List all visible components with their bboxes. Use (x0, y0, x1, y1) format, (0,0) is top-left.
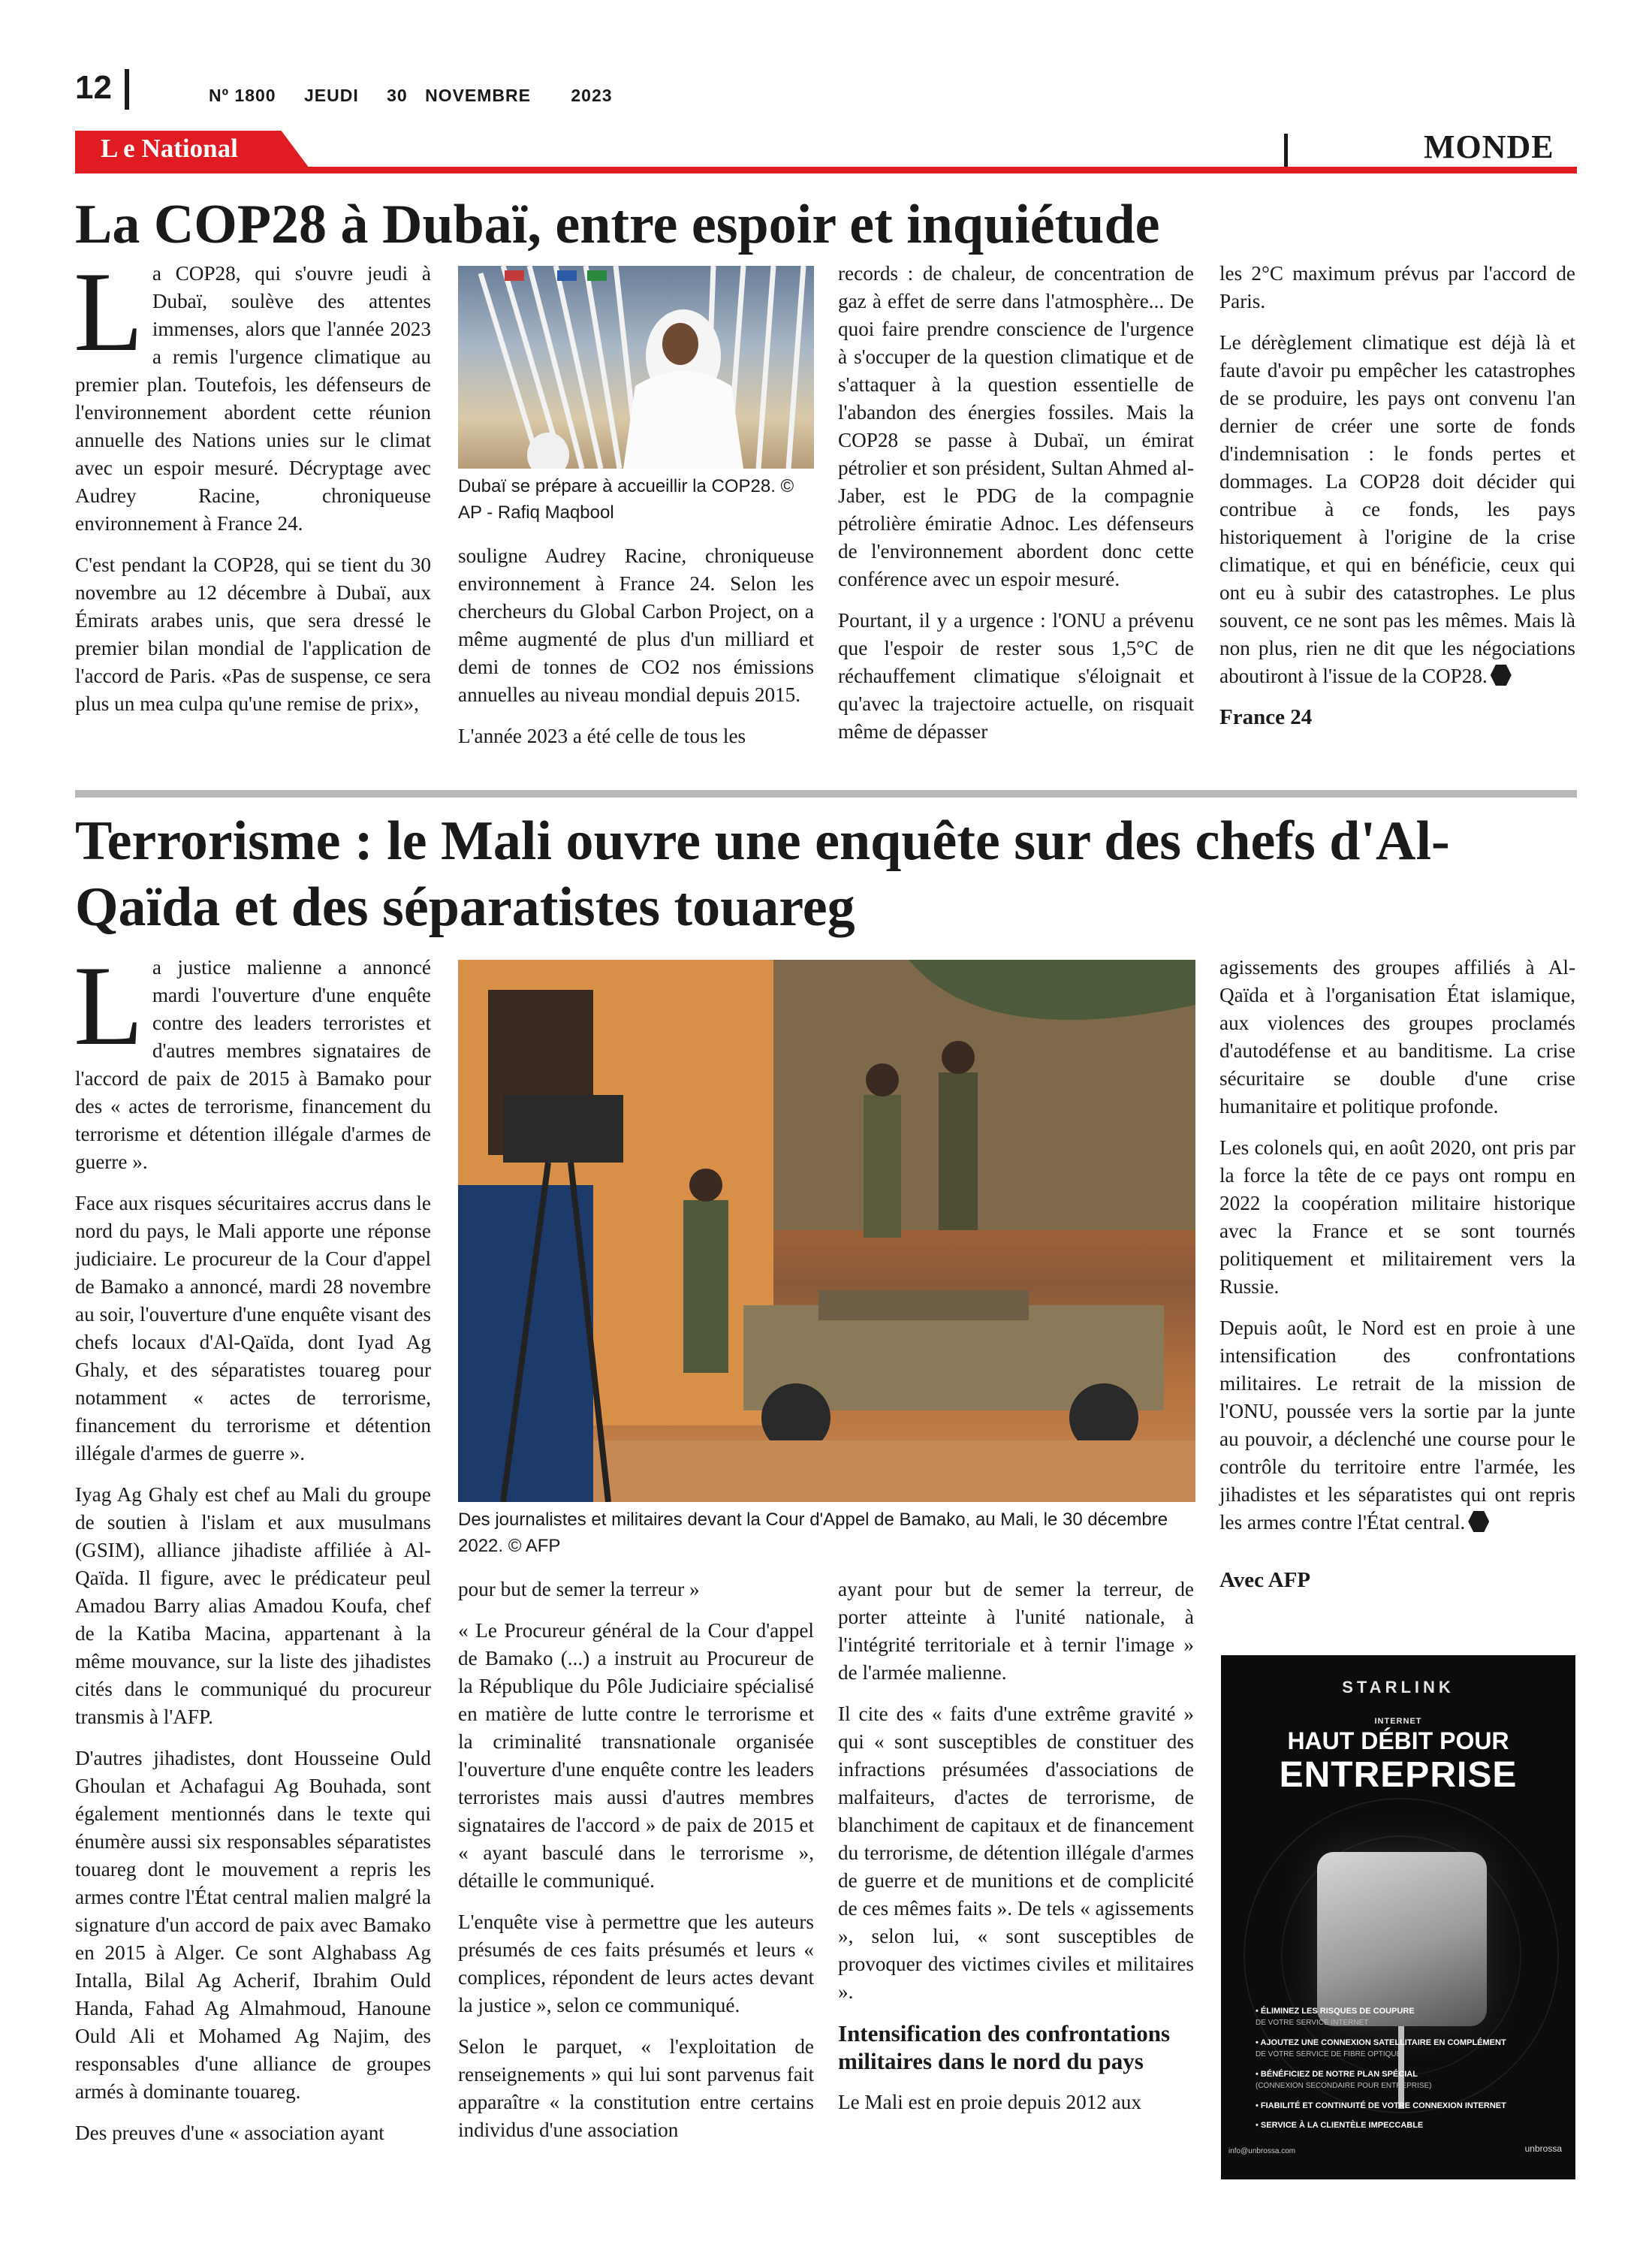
bamako-photo-illustration (458, 960, 1195, 1502)
article1-column-1 (74, 249, 431, 731)
ad-brand: STARLINK (1342, 1678, 1455, 1697)
dropcap: L (74, 249, 143, 375)
article1-paragraph: Le dérèglement climatique est déjà là et faute d'avoir pu empêcher les catastrophes de se produire, les pays ont convenu l'an dernier de créer une sorte de fonds d'indemnisation : le fonds pertes et dommages. La COP28 doit décider qui contribue à ce fonds, les pays historiquement à l'origine de la crise climatique, et qui en bénéficie, ceux qui ont eu à subir des catastrophes. Le plus souvent, ce ne sont pas les mêmes. Mais là non plus, rien ne dit que les négociations aboutiront à l'issue de la COP28. (1219, 331, 1575, 687)
article1-column-4 (1219, 260, 1575, 745)
ad-feature: • BÉNÉFICIEZ DE NOTRE PLAN SPÉCIAL (CONNEXION SECONDAIRE POUR ENTREPRISE) (1256, 2070, 1432, 2090)
ad-feature: • ÉLIMINEZ LES RISQUES DE COUPURE DE VOTRE SERVICE INTERNET (1256, 2007, 1415, 2027)
article2-paragraph: Depuis août, le Nord est en proie à une intensification des confrontations militaires. Le retrait de la mission de l'ONU, poussée vers la sortie par la junte au pouvoir, a déclenché une course pour le contrôle du territoire entre l'armée, les jihadistes et les séparatistes qui ont repris les armes contre l'État central. (1219, 1317, 1575, 1534)
section-separator (1284, 134, 1288, 167)
article1-paragraph: Pourtant, il y a urgence : l'ONU a prévenu que l'espoir de rester sous 1,5°C de réchauffement climatique s'éloignait et qu'avec la trajectoire actuelle, on risquait même de dépasser (838, 609, 1194, 743)
header-separator (125, 69, 129, 110)
ad-feature-list (1256, 2005, 1556, 2139)
article2-signature: Avec AFP (1219, 1568, 1311, 1592)
article2-paragraph: pour but de semer la terreur » (458, 1578, 700, 1600)
brand-logo: L e National (101, 134, 238, 163)
article2-paragraph: Selon le parquet, « l'exploitation de renseignements » qui lui sont parvenus fait apparaître « la constitution entre certains individus d'une association (458, 2035, 814, 2141)
ad-headline-line2: ENTREPRISE (1279, 1755, 1518, 1795)
issue-number: Nº 1800 (209, 86, 276, 105)
ad-contact[interactable]: info@unbrossa.com (1228, 2147, 1296, 2155)
article2-column-3 (838, 1576, 1194, 2130)
bamako-photo (458, 960, 1195, 1502)
article1-paragraph: L'année 2023 a été celle de tous les (458, 725, 746, 747)
article1-headline: La COP28 à Dubaï, entre espoir et inquiétude (75, 194, 1160, 255)
article1-signature: France 24 (1219, 705, 1313, 729)
article2-paragraph: Des preuves d'une « association ayant (75, 2122, 384, 2144)
article1-column-2 (458, 542, 814, 764)
ad-headline-line1: HAUT DÉBIT POUR (1287, 1727, 1509, 1754)
article1-paragraph: records : de chaleur, de concentration de gaz à effet de serre dans l'atmosphère... De quoi faire prendre conscience de l'urgence à s'occuper de la question climatique et de s'attaquer à la question essentielle de l'abandon des énergies fossiles. Mais la COP28 se passe à Dubaï, un émirat pétrolier et son président, Sultan Ahmed al-Jaber, est le PDG de la compagnie pétrolière émiratie Adnoc. Les défenseurs de l'environnement abordent donc cette conférence avec un espoir mesuré. (838, 262, 1194, 590)
cop28-photo (458, 266, 814, 469)
ad-feature: • SERVICE À LA CLIENTÈLE IMPECCABLE (1256, 2121, 1424, 2130)
ad-feature: • FIABILITÉ ET CONTINUITÉ DE VOTRE CONNEXION INTERNET (1256, 2101, 1506, 2110)
header-rule (75, 167, 1577, 173)
issue-weekday: JEUDI (303, 86, 359, 105)
article2-paragraph: Iyag Ag Ghaly est chef au Mali du groupe de soutien à l'islam et aux musulmans (GSIM), alliance jihadiste affiliée à Al-Qaïda. Il figure, avec le prédicateur peul Amadou Barry alias Amadou Koufa, chef de la Katiba Macina, appartenant à la même mouvance, sur la liste des jihadistes cités dans le communiqué du procureur transmis à l'AFP. (75, 1483, 431, 1728)
article1-paragraph: La COP28, qui s'ouvre jeudi à Dubaï, soulève des attentes immenses, alors que l'année 2023 a remis l'urgence climatique au premier plan. Toutefois, les défenseurs de l'environnement abordent cette réunion annuelle des Nations unies sur le climat avec un espoir mesuré. Décryptage avec Audrey Racine, chroniqueuse environnement à France 24. (74, 249, 431, 535)
ad-kicker: INTERNET (1374, 1717, 1422, 1726)
article1-paragraph: les 2°C maximum prévus par l'accord de Paris. (1219, 262, 1575, 312)
article2-column-4 (1219, 954, 1575, 1608)
ad-feature: • AJOUTEZ UNE CONNEXION SATELLITAIRE EN COMPLÉMENT DE VOTRE SERVICE DE FIBRE OPTIQUE (1256, 2038, 1506, 2058)
ad-partner-logo: unbrossa (1524, 2143, 1562, 2154)
article2-column-2 (458, 1576, 814, 2158)
article2-paragraph: Les colonels qui, en août 2020, ont pris par la force la tête de ce pays ont rompu en 2022 la coopération militaire historique avec la France et se sont tournés politiquement et militairement vers la Russie. (1219, 1136, 1575, 1298)
end-mark-icon (1468, 1511, 1489, 1532)
article2-paragraph: Il cite des « faits d'une extrême gravité » qui « sont susceptibles de constituer des infractions présumées d'associations de malfaiteurs, d'actes de terrorisme, de blanchiment de capitaux et de financement du terrorisme, de détention illégale d'armes de guerre et de munitions et de complicité de ces mêmes faits ». De tels « agissements », selon lui, « sont susceptibles de provoquer des victimes civiles et militaires ». (838, 1703, 1194, 2003)
article2-paragraph: agissements des groupes affiliés à Al-Qaïda et à l'organisation État islamique, aux violences des groupes proclamés d'autodéfense et au banditisme. La crise sécuritaire se double d'une crise humanitaire et politique profonde. (1219, 956, 1575, 1117)
issue-info (209, 86, 635, 106)
article2-subheading: Intensification des confrontations militaires dans le nord du pays (838, 2020, 1171, 2074)
article2-paragraph: La justice malienne a annoncé mardi l'ouverture d'une enquête contre des leaders terroristes et d'autres membres signataires de l'accord de paix de 2015 à Bamako pour des « actes de terrorisme, financement du terrorisme et détention illégale d'armes de guerre ». (74, 943, 431, 1173)
article2-paragraph: ayant pour but de semer la terreur, de porter atteinte à l'unité nationale, à l'intégrité territoriale et à ternir l'image » de l'armée malienne. (838, 1578, 1194, 1684)
article2-paragraph: D'autres jihadistes, dont Housseine Ould Ghoulan et Achafagui Ag Bouhada, sont également mentionnés dans le texte qui énumère aussi six responsables séparatistes touareg dont le mouvement a repris les armes contre l'État central malien malgré la signature d'un accord de paix avec Bamako en 2015 à Alger. Ce sont Alghabass Ag Intalla, Bilal Ag Acherif, Ibrahim Ould Handa, Fahad Ag Almahmoud, Hanoune Ould Ali et Mohamed Ag Najim, des responsables d'une alliance de groupes armés à dominante touareg. (75, 1747, 431, 2103)
end-mark-icon (1491, 665, 1512, 686)
article1-column-3 (838, 260, 1194, 759)
issue-day: 30 (387, 86, 408, 105)
starlink-advertisement[interactable] (1221, 1655, 1575, 2179)
article2-column-1 (74, 943, 431, 2161)
article2-paragraph: « Le Procureur général de la Cour d'appel de Bamako (...) a instruit au Procureur de la République du Pôle Judiciaire spécialisé en matière de lutte contre le terrorisme et la criminalité transnationale organisée l'ouverture d'une enquête contre les leaders terroristes mais aussi d'autres membres signataires de l'accord » de paix de 2015 et « ayant basculé dans le terrorisme », détaille le communiqué. (458, 1619, 814, 1892)
article2-paragraph: Face aux risques sécuritaires accrus dans le nord du pays, le Mali apporte une réponse judiciaire. Le procureur de la Cour d'appel de Bamako a annoncé, mardi 28 novembre au soir, l'ouverture d'une enquête visant des chefs locaux d'Al-Qaïda, dont Iyad Ag Ghaly, et des séparatistes touareg pour notamment « actes de terrorisme, financement du terrorisme et détention illégale d'armes de guerre ». (75, 1192, 431, 1464)
issue-year: 2023 (571, 86, 613, 105)
cop28-photo-illustration (458, 266, 814, 469)
cop28-photo-caption: Dubaï se prépare à accueillir la COP28. © AP - Rafiq Maqbool (458, 476, 794, 523)
bamako-photo-caption: Des journalistes et militaires devant la Cour d'Appel de Bamako, au Mali, le 30 décembre 2022. © AFP (458, 1510, 1168, 1556)
satellite-dish-icon (1317, 1852, 1487, 2026)
article1-paragraph: souligne Audrey Racine, chroniqueuse environnement à France 24. Selon les chercheurs du Global Carbon Project, on a même augmenté de plus d'un milliard et demi de tonnes de CO2 nos émissions annuelles au niveau mondial depuis 2015. (458, 544, 814, 706)
article2-paragraph: Le Mali est en proie depuis 2012 aux (838, 2091, 1141, 2113)
article2-paragraph: L'enquête vise à permettre que les auteurs présumés de ces faits présumés et leurs « complices, répondent de leurs actes devant la justice », selon ce communiqué. (458, 1911, 814, 2016)
article1-paragraph: C'est pendant la COP28, qui se tient du 30 novembre au 12 décembre à Dubaï, aux Émirats arabes unis, que sera dressé le premier bilan mondial de l'application de l'accord de Paris. «Pas de suspense, ce sera plus un mea culpa qu'une remise de prix», (75, 553, 431, 715)
article-divider (75, 790, 1577, 798)
issue-month: NOVEMBRE (425, 86, 531, 105)
page-number: 12 (75, 69, 112, 106)
dropcap: L (74, 943, 143, 1069)
section-title: MONDE (1424, 128, 1554, 165)
article2-headline: Terrorisme : le Mali ouvre une enquête sur des chefs d'Al-Qaïda et des séparatistes touareg (75, 810, 1450, 938)
